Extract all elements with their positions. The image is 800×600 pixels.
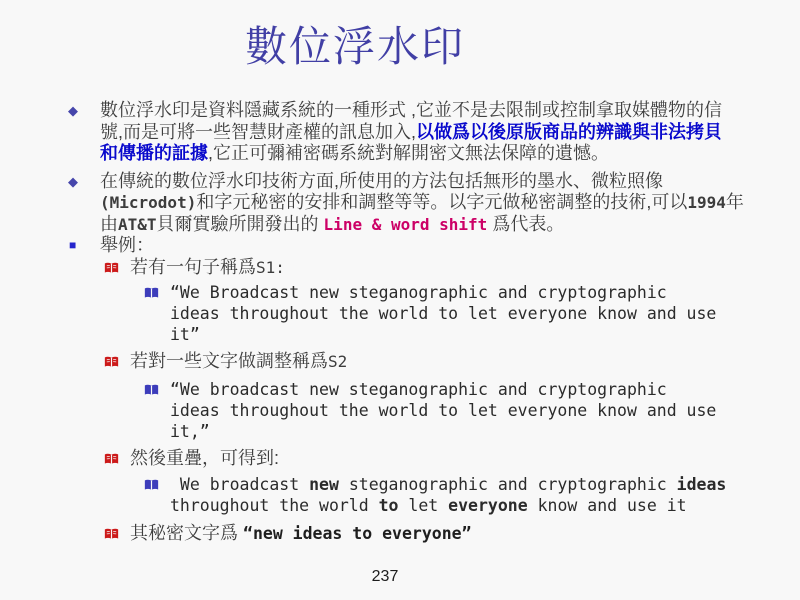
bullet-item-overlay-label	[0, 448, 800, 470]
text-line: 若對一些文字做調整稱爲S2	[130, 351, 348, 372]
page-number: 237	[371, 568, 399, 585]
open-book-icon	[144, 287, 159, 299]
text-line: “We broadcast new steganographic and cryptographic	[170, 379, 667, 399]
text-line: 數位浮水印是資料隱藏系統的一種形式 ,它並不是去限制或控制拿取媒體物的信	[100, 100, 722, 121]
bullet-item-quote-s1	[0, 282, 800, 345]
open-book-icon	[144, 479, 159, 491]
square-bullet-icon: ■	[69, 238, 77, 253]
bullet-item-sentence-s1	[0, 257, 800, 279]
text-line: (Microdot)和字元秘密的安排和調整等等。以字元做秘密調整的技術,可以1994年	[100, 192, 744, 213]
bullet-item-watermark-intro	[0, 100, 800, 165]
text-line: it”	[170, 325, 200, 345]
text-line: “We Broadcast new steganographic and cryptographic	[170, 283, 667, 303]
text-line: it,”	[170, 421, 210, 441]
text-line: ideas throughout the world to let everyone know and use	[170, 304, 717, 324]
bullet-item-overlay-result	[0, 474, 800, 516]
open-book-icon	[104, 528, 119, 540]
text-line: 和傳播的証據,它正可彌補密碼系統對解開密文無法保障的遺憾。	[100, 143, 609, 164]
diamond-bullet-icon: ◆	[68, 103, 78, 119]
text-line: ideas throughout the world to let everyone know and use	[170, 400, 717, 420]
text-line: We broadcast new steganographic and cryptographic ideas	[170, 475, 727, 495]
open-book-icon	[104, 356, 119, 368]
slide-body	[0, 100, 800, 545]
bullet-item-quote-s2	[0, 379, 800, 442]
text-line: 在傳統的數位浮水印技術方面,所使用的方法包括無形的墨水、微粒照像	[100, 170, 663, 191]
text-line: 由AT&T貝爾實驗所開發出的 Line & word shift 爲代表。	[100, 213, 565, 234]
slide-title: 數位浮水印	[244, 25, 465, 71]
bullet-item-example-label	[0, 235, 800, 257]
open-book-icon	[144, 384, 159, 396]
text-line: 然後重疊，可得到:	[130, 447, 280, 468]
bullet-item-secret-text	[0, 523, 800, 545]
text-line: 若有一句子稱爲S1:	[130, 256, 285, 277]
bullet-item-traditional-techniques	[0, 171, 800, 236]
text-line: 舉例：	[100, 235, 154, 256]
text-line: 號,而是可將一些智慧財產權的訊息加入,以做爲以後原版商品的辨識與非法拷貝	[100, 121, 723, 142]
bullet-item-sentence-s2	[0, 351, 800, 373]
diamond-bullet-icon: ◆	[68, 173, 78, 189]
open-book-icon	[104, 262, 119, 274]
open-book-icon	[104, 453, 119, 465]
text-line: throughout the world to let everyone know and use it	[170, 496, 687, 516]
text-line: 其秘密文字爲 “new ideas to everyone”	[130, 523, 472, 544]
